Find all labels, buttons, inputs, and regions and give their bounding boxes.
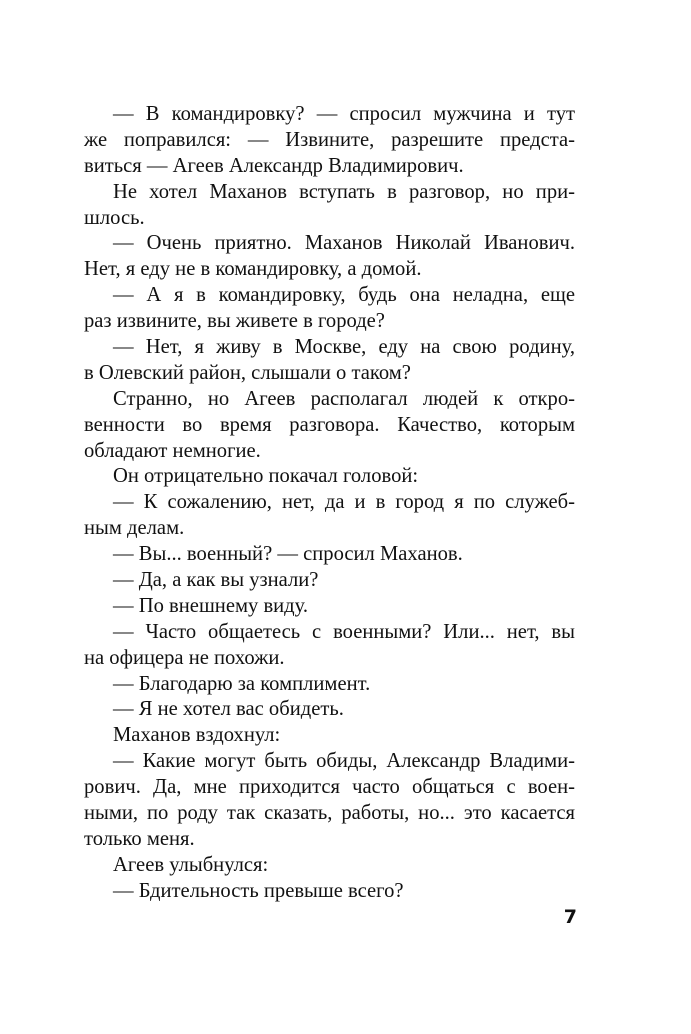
text-line: ными, по роду так сказать, работы, но... это касается xyxy=(84,802,575,825)
text-line: рович. Да, мне приходится часто общаться с воен- xyxy=(84,776,575,799)
text-line: — Бдительность превыше всего? xyxy=(113,879,404,902)
page-body-text xyxy=(84,102,575,905)
text-line: шлось. xyxy=(84,206,145,229)
text-line: раз извините, вы живете в городе? xyxy=(84,310,385,333)
text-line: — Благодарю за комплимент. xyxy=(113,672,371,695)
text-line: Маханов вздохнул: xyxy=(113,724,281,747)
page-number: 7 xyxy=(563,906,577,928)
text-line: обладают немногие. xyxy=(84,439,261,462)
text-line: — Я не хотел вас обидеть. xyxy=(113,698,344,721)
text-line: — Часто общаетесь с военными? Или... нет, вы xyxy=(113,620,575,643)
text-line: венности во время разговора. Качество, которым xyxy=(84,413,575,436)
text-line: Агеев улыбнулся: xyxy=(113,853,269,876)
text-line: — Нет, я живу в Москве, еду на свою родину, xyxy=(113,336,575,359)
text-line: ным делам. xyxy=(84,517,185,540)
text-line: — Какие могут быть обиды, Александр Владими- xyxy=(113,750,575,773)
text-line: Он отрицательно покачал головой: xyxy=(113,465,419,488)
text-line: — В командировку? — спросил мужчина и тут xyxy=(113,103,575,125)
text-line: — Вы... военный? — спросил Маханов. xyxy=(113,543,463,566)
text-line: Нет, я еду не в командировку, а домой. xyxy=(84,258,422,281)
text-line: — Да, а как вы узнали? xyxy=(113,569,319,592)
text-line: — А я в командировку, будь она неладна, еще xyxy=(113,284,575,307)
text-line: виться — Агеев Александр Владимирович. xyxy=(84,154,464,177)
text-line: — Очень приятно. Маханов Николай Иванович. xyxy=(113,232,575,255)
text-line: только меня. xyxy=(84,827,195,850)
text-line: — К сожалению, нет, да и в город я по служеб- xyxy=(113,491,575,514)
text-line: на офицера не похожи. xyxy=(84,646,285,669)
text-line: же поправился: — Извините, разрешите предста- xyxy=(84,128,575,151)
text-line: Странно, но Агеев располагал людей к откро- xyxy=(113,387,575,410)
text-line: — По внешнему виду. xyxy=(113,594,309,617)
text-line: в Олевский район, слышали о таком? xyxy=(84,361,411,384)
text-line: Не хотел Маханов вступать в разговор, но при- xyxy=(113,180,575,203)
